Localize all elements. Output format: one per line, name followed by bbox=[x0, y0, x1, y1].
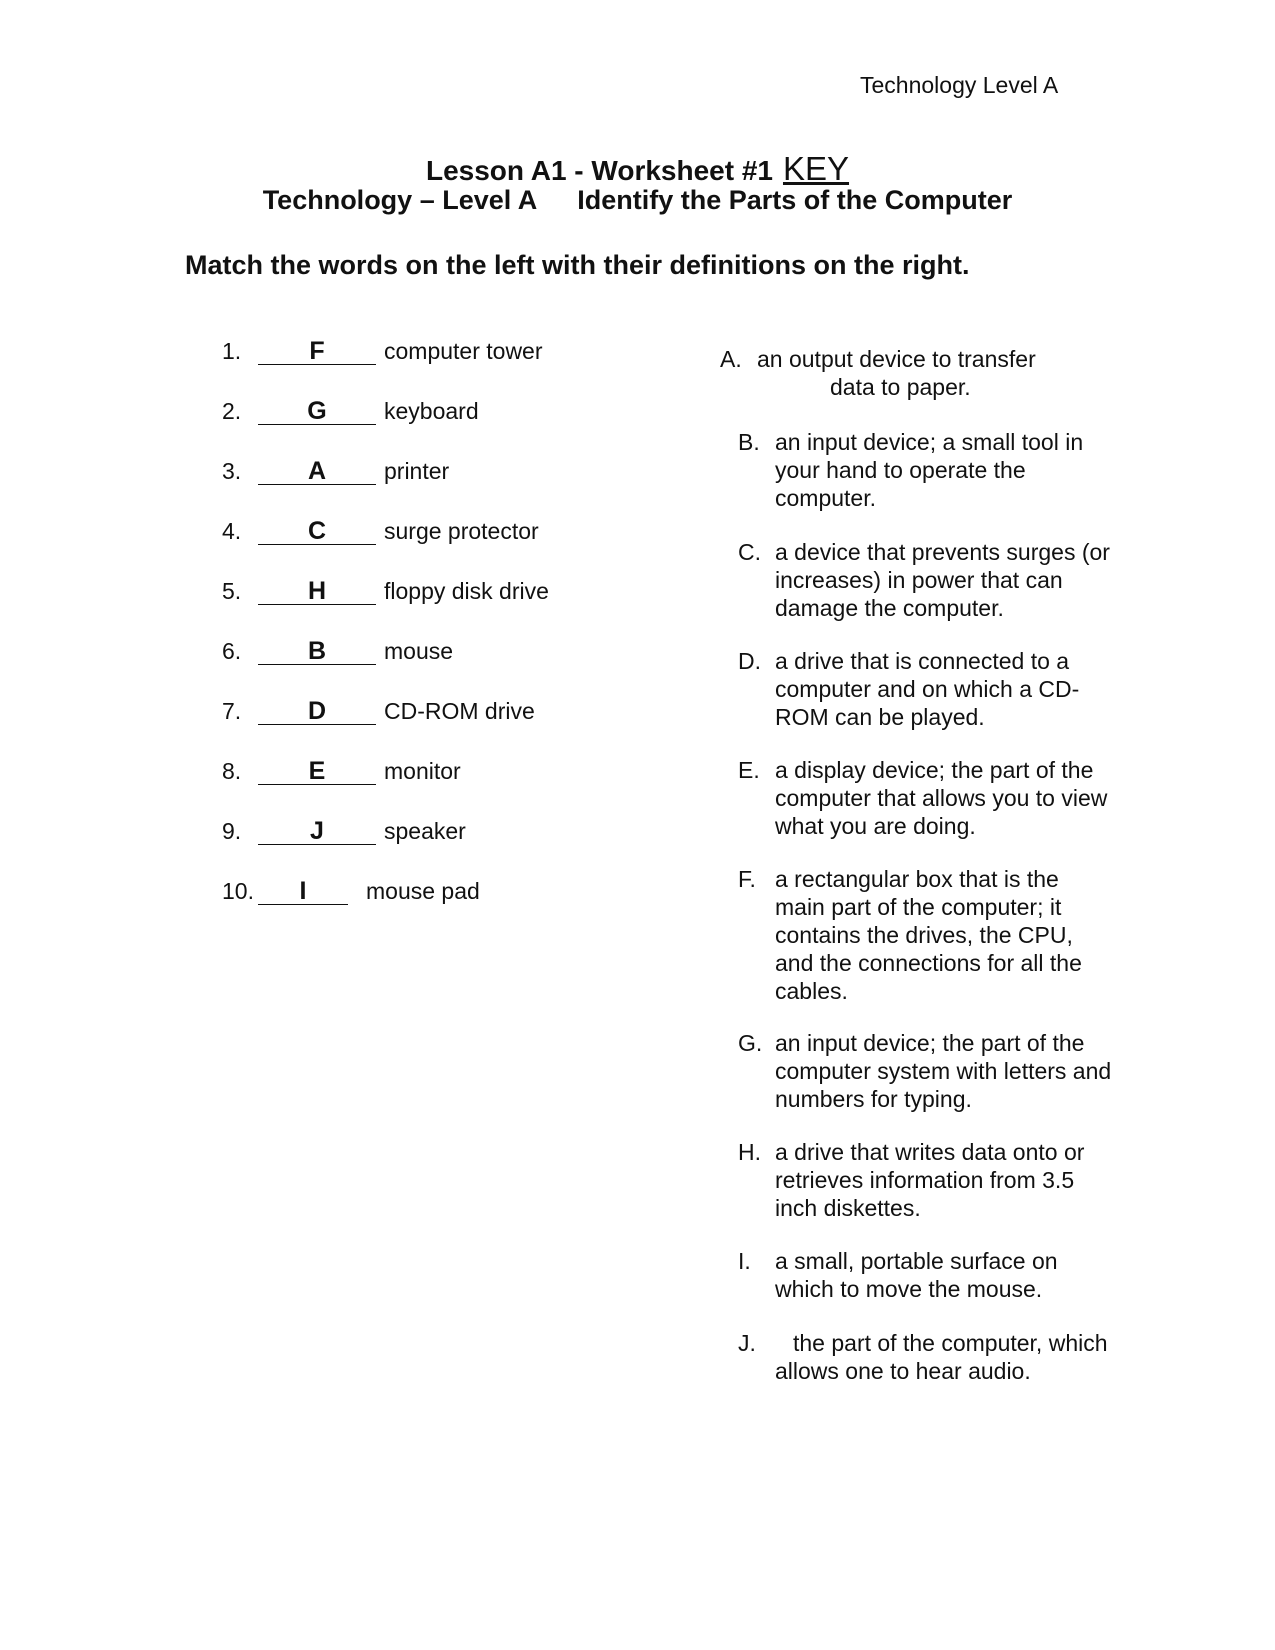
answer-blank: I bbox=[258, 878, 348, 905]
key-label: KEY bbox=[782, 150, 850, 187]
item-word: computer tower bbox=[384, 338, 543, 364]
definition-letter: B. bbox=[738, 429, 760, 455]
definition-text: an input device; a small tool in your hand to operate the computer. bbox=[775, 429, 1084, 511]
answer-blank: B bbox=[258, 638, 376, 665]
answer-blank: E bbox=[258, 758, 376, 785]
definition-text: a rectangular box that is the main part of the computer; it contains the drives, the CPU, and the connections for all the cables. bbox=[775, 866, 1082, 1004]
item-word: CD-ROM drive bbox=[384, 698, 535, 724]
definition-item bbox=[738, 538, 1118, 628]
definition-item bbox=[738, 1138, 1118, 1228]
item-word: speaker bbox=[384, 818, 466, 844]
definition-text: a drive that writes data onto or retrieves information from 3.5 inch diskettes. bbox=[775, 1139, 1085, 1221]
worksheet-title bbox=[0, 150, 1275, 188]
item-word: monitor bbox=[384, 758, 461, 784]
match-item bbox=[222, 638, 453, 672]
answer-blank: G bbox=[258, 398, 376, 425]
worksheet-subtitle bbox=[0, 185, 1275, 216]
item-number: 8. bbox=[222, 758, 242, 784]
item-word: keyboard bbox=[384, 398, 479, 424]
item-word: floppy disk drive bbox=[384, 578, 549, 604]
subtitle-level: Technology – Level A bbox=[262, 185, 538, 215]
definition-text: a small, portable surface on which to move the mouse. bbox=[775, 1248, 1058, 1302]
match-item bbox=[222, 398, 479, 432]
item-number: 3. bbox=[222, 458, 242, 484]
definition-letter: I. bbox=[738, 1248, 751, 1274]
item-word: mouse pad bbox=[366, 878, 480, 904]
definition-letter: D. bbox=[738, 648, 761, 674]
match-item bbox=[222, 338, 543, 372]
match-item bbox=[222, 458, 449, 492]
definition-item bbox=[738, 1029, 1118, 1119]
match-item bbox=[222, 758, 461, 792]
answer-blank: A bbox=[258, 458, 376, 485]
answer-blank: J bbox=[258, 818, 376, 845]
definition-item bbox=[738, 647, 1118, 737]
item-number: 1. bbox=[222, 338, 242, 364]
item-number: 7. bbox=[222, 698, 242, 724]
definition-text: a drive that is connected to a computer and on which a CD-ROM can be played. bbox=[775, 648, 1080, 730]
answer-blank: H bbox=[258, 578, 376, 605]
definition-text: an input device; the part of the computer system with letters and numbers for typing. bbox=[775, 1030, 1112, 1112]
definition-item bbox=[738, 865, 1118, 1010]
definition-letter: A. bbox=[720, 346, 742, 372]
definition-letter: G. bbox=[738, 1030, 763, 1056]
definition-text: a display device; the part of the computer that allows you to view what you are doing. bbox=[775, 757, 1108, 839]
answer-blank: D bbox=[258, 698, 376, 725]
item-number: 9. bbox=[222, 818, 242, 844]
definition-letter: F. bbox=[738, 866, 756, 892]
header-course-label: Technology Level A bbox=[860, 72, 1059, 98]
item-number: 6. bbox=[222, 638, 242, 664]
match-item bbox=[222, 578, 549, 612]
definition-letter: E. bbox=[738, 757, 760, 783]
worksheet-title-text: Lesson A1 - Worksheet #1 bbox=[425, 155, 773, 186]
match-item bbox=[222, 818, 466, 852]
answer-blank: F bbox=[258, 338, 376, 365]
definition-letter: J. bbox=[738, 1330, 756, 1356]
match-item bbox=[222, 518, 539, 552]
item-word: printer bbox=[384, 458, 450, 484]
item-word: surge protector bbox=[384, 518, 539, 544]
definition-item bbox=[738, 756, 1118, 846]
answer-blank: C bbox=[258, 518, 376, 545]
item-number: 2. bbox=[222, 398, 242, 424]
item-number: 5. bbox=[222, 578, 242, 604]
match-item bbox=[222, 878, 480, 912]
definition-item bbox=[720, 345, 1100, 405]
definition-text: an output device to transfer bbox=[757, 346, 1036, 372]
definition-letter: C. bbox=[738, 539, 761, 565]
definition-item bbox=[738, 1247, 1118, 1307]
definition-letter: H. bbox=[738, 1139, 761, 1165]
instructions: Match the words on the left with their definitions on the right. bbox=[185, 250, 970, 280]
match-item bbox=[222, 698, 535, 732]
definition-text: the part of the computer, which allows one to hear audio. bbox=[775, 1330, 1108, 1384]
subtitle-topic: Identify the Parts of the Computer bbox=[577, 185, 1013, 215]
definition-item bbox=[738, 428, 1118, 518]
item-word: mouse bbox=[384, 638, 454, 664]
item-number: 4. bbox=[222, 518, 242, 544]
item-number: 10. bbox=[222, 878, 254, 904]
definition-item bbox=[738, 1329, 1118, 1419]
definition-text: a device that prevents surges (or increases) in power that can damage the computer. bbox=[775, 539, 1110, 621]
definition-text: data to paper. bbox=[830, 374, 971, 400]
